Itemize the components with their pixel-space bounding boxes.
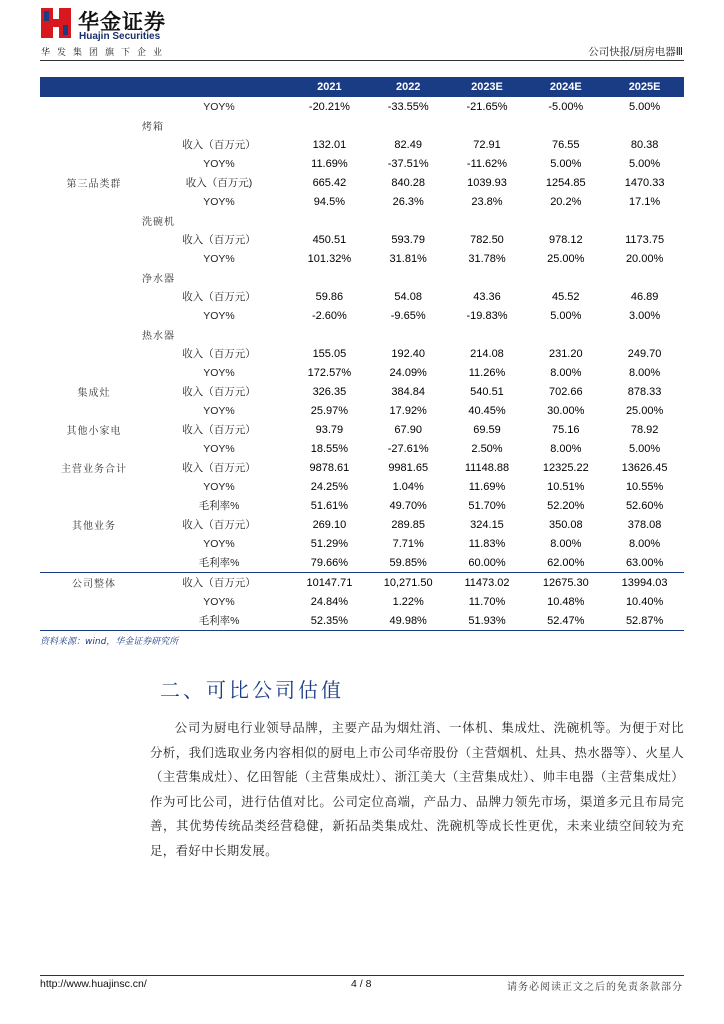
value-cell: 24.09%: [389, 366, 427, 379]
value-cell: 45.52: [552, 290, 580, 303]
table-row: [40, 287, 684, 306]
value-cell: 67.90: [394, 423, 422, 436]
value-cell: 10.55%: [625, 480, 664, 493]
data-source-note: 资料来源：wind，华金证券研究所: [40, 637, 179, 647]
value-cell: 593.79: [391, 233, 426, 246]
value-cell: 12675.30: [526, 573, 605, 593]
value-cell: -2.60%: [311, 309, 347, 322]
section-title: 二、可比公司估值: [160, 678, 344, 702]
value-cell: 75.16: [552, 423, 580, 436]
value-cell: 384.84: [391, 385, 426, 398]
table-row: [40, 420, 684, 439]
value-cell: -37.51%: [387, 157, 429, 170]
column-header: [148, 77, 290, 97]
table-row: [40, 173, 684, 192]
value-cell: 11.26%: [468, 366, 506, 379]
table-subheader-row: [40, 116, 684, 135]
column-header: 2023E: [448, 77, 527, 97]
product-line-label: 热水器: [142, 331, 175, 342]
value-cell: 26.3%: [392, 195, 424, 208]
category-cell: 公司整体: [40, 573, 148, 593]
category-cell: 其他小家电: [66, 426, 122, 437]
value-cell: 13994.03: [605, 573, 684, 593]
category-cell: [40, 154, 148, 173]
table-row: [40, 97, 684, 116]
value-cell: -21.65%: [466, 100, 508, 113]
metric-cell: 毛利率%: [198, 500, 240, 512]
value-cell: 326.35: [312, 385, 347, 398]
metric-cell: YOY%: [203, 100, 235, 113]
footer-divider: [40, 975, 684, 976]
table-row: [40, 611, 684, 631]
value-cell: 51.93%: [448, 611, 527, 631]
value-cell: 11.69%: [468, 480, 506, 493]
value-cell: 93.79: [315, 423, 344, 436]
value-cell: 94.5%: [313, 195, 345, 208]
table-row: [40, 515, 684, 534]
metric-cell: YOY%: [203, 157, 235, 170]
value-cell: 13626.45: [621, 461, 668, 474]
category-cell: [40, 496, 148, 515]
value-cell: 840.28: [391, 176, 426, 189]
value-cell: 702.66: [548, 385, 583, 398]
value-cell: 25.00%: [547, 252, 585, 265]
value-cell: 25.00%: [625, 404, 664, 417]
value-cell: 1173.75: [625, 233, 665, 246]
table-row: [40, 230, 684, 249]
value-cell: 25.97%: [310, 404, 349, 417]
category-cell: [40, 611, 148, 631]
value-cell: 59.86: [315, 290, 344, 303]
value-cell: 1.04%: [392, 480, 424, 493]
metric-cell: 收入（百万元）: [182, 139, 256, 151]
value-cell: 59.85%: [389, 556, 427, 569]
page-number: 4 / 8: [351, 978, 372, 990]
value-cell: 1.22%: [392, 595, 424, 608]
value-cell: 10147.71: [290, 573, 369, 593]
value-cell: 62.00%: [547, 556, 585, 569]
value-cell: 289.85: [391, 518, 426, 531]
table-row: [40, 192, 684, 211]
body-paragraph: 公司为厨电行业领导品牌，主要产品为烟灶消、一体机、集成灶、洗碗机等。为便于对比分析，我们选取业务内容相似的厨电上市公司华帝股份（主营烟机、灶具、热水器等）、火星人（主营集成灶）、亿田智能（主营集成灶）、浙江美大（主营集成灶）、帅丰电器（主营集成灶）作为可比公司，进行估值对比。公司定位高端，产品力、品牌力领先市场，渠道多元且布局完善，其优势传统品类经营稳健，新拓品类集成灶、洗碗机等成长性更优，未来业绩空间较为充足，看好中长期发展。: [150, 720, 684, 858]
value-cell: 10.48%: [547, 595, 585, 608]
value-cell: 132.01: [312, 138, 347, 151]
value-cell: 11.69%: [311, 157, 348, 170]
table-row: [40, 592, 684, 611]
category-cell: [40, 230, 148, 249]
footer-website-link[interactable]: http://www.huajinsc.cn/: [40, 978, 147, 990]
value-cell: 11.83%: [468, 537, 506, 550]
brand-name-en: Huajin Securities: [79, 31, 161, 42]
table-row: [40, 382, 684, 401]
value-cell: 82.49: [394, 138, 422, 151]
category-cell: [40, 553, 148, 573]
metric-cell: 收入（百万元）: [182, 462, 256, 474]
header-divider: [40, 60, 684, 61]
column-header: 2024E: [526, 77, 605, 97]
value-cell: 10,271.50: [369, 573, 448, 593]
value-cell: 540.51: [470, 385, 504, 398]
metric-cell: 收入（百万元): [185, 177, 253, 189]
value-cell: 324.15: [470, 518, 504, 531]
metric-cell: 收入（百万元）: [182, 424, 256, 436]
value-cell: 11148.88: [464, 461, 510, 474]
value-cell: 665.42: [312, 176, 347, 189]
forecast-table: [40, 77, 684, 631]
table-subheader-row: [40, 211, 684, 230]
value-cell: 269.10: [312, 518, 347, 531]
value-cell: 1039.93: [467, 176, 507, 189]
category-cell: [40, 439, 148, 458]
value-cell: 17.92%: [389, 404, 427, 417]
value-cell: 54.08: [394, 290, 422, 303]
table-row: [40, 496, 684, 515]
table-header-row: [40, 77, 684, 97]
value-cell: 49.98%: [369, 611, 448, 631]
category-cell: [40, 592, 148, 611]
value-cell: 31.81%: [389, 252, 427, 265]
value-cell: 350.08: [548, 518, 583, 531]
table-row: [40, 458, 684, 477]
value-cell: 30.00%: [547, 404, 585, 417]
value-cell: 5.00%: [550, 309, 582, 322]
value-cell: 60.00%: [468, 556, 506, 569]
table-subheader-row: [40, 268, 684, 287]
column-header: 2022: [369, 77, 448, 97]
value-cell: 69.59: [473, 423, 501, 436]
value-cell: 24.84%: [310, 595, 349, 608]
metric-cell: YOY%: [203, 442, 235, 455]
product-line-label: 烤箱: [142, 122, 164, 133]
value-cell: 18.55%: [310, 442, 349, 455]
value-cell: 8.00%: [628, 366, 661, 379]
table-row: [40, 249, 684, 268]
category-cell: [40, 534, 148, 553]
metric-cell: 毛利率%: [148, 611, 290, 631]
huajin-logo-icon: [41, 8, 71, 38]
value-cell: 2.50%: [471, 442, 503, 455]
metric-cell: YOY%: [203, 252, 235, 265]
value-cell: 40.45%: [468, 404, 506, 417]
value-cell: 172.57%: [307, 366, 352, 379]
value-cell: 52.35%: [290, 611, 369, 631]
brand-name-cn: 华金证券: [78, 10, 166, 34]
table-row: [40, 363, 684, 382]
category-cell: [40, 306, 148, 325]
category-cell: [40, 477, 148, 496]
category-cell: [40, 344, 148, 363]
value-cell: -20.21%: [308, 100, 350, 113]
value-cell: 17.1%: [628, 195, 661, 208]
value-cell: 231.20: [548, 347, 583, 360]
value-cell: 78.92: [630, 423, 659, 436]
product-line-label: 净水器: [142, 274, 175, 285]
table-row: [40, 344, 684, 363]
value-cell: 978.12: [548, 233, 583, 246]
value-cell: 378.08: [627, 518, 662, 531]
value-cell: 51.29%: [310, 537, 349, 550]
category-cell: [40, 135, 148, 154]
column-header: [40, 77, 148, 97]
table-row: [40, 135, 684, 154]
value-cell: 80.38: [630, 138, 659, 151]
value-cell: 23.8%: [471, 195, 503, 208]
category-cell: [40, 192, 148, 211]
value-cell: -11.62%: [466, 157, 508, 170]
value-cell: 8.00%: [550, 537, 582, 550]
value-cell: 249.70: [627, 347, 662, 360]
value-cell: -19.83%: [466, 309, 508, 322]
value-cell: 12325.22: [542, 461, 589, 474]
value-cell: 31.78%: [468, 252, 506, 265]
table-row: [40, 553, 684, 573]
value-cell: 1470.33: [624, 176, 665, 189]
value-cell: 49.70%: [389, 499, 427, 512]
value-cell: 5.00%: [550, 157, 582, 170]
value-cell: 101.32%: [307, 252, 352, 265]
category-cell: [40, 287, 148, 306]
table-row: [40, 401, 684, 420]
category-cell: 其他业务: [72, 521, 116, 532]
value-cell: 782.50: [470, 233, 504, 246]
metric-cell: 收入（百万元）: [182, 348, 256, 360]
table-row: [40, 439, 684, 458]
metric-cell: 收入（百万元）: [182, 291, 256, 303]
table-subheader-row: [40, 325, 684, 344]
value-cell: 8.00%: [550, 366, 582, 379]
table-row: [40, 573, 684, 593]
value-cell: 3.00%: [628, 309, 661, 322]
value-cell: 11473.02: [448, 573, 527, 593]
metric-cell: YOY%: [203, 537, 235, 550]
value-cell: 8.00%: [550, 442, 582, 455]
metric-cell: 收入（百万元）: [182, 234, 256, 246]
value-cell: 52.87%: [605, 611, 684, 631]
value-cell: 10.40%: [625, 595, 664, 608]
value-cell: 52.60%: [625, 499, 664, 512]
value-cell: 20.00%: [625, 252, 664, 265]
metric-cell: 收入（百万元）: [182, 519, 256, 531]
value-cell: 20.2%: [550, 195, 582, 208]
value-cell: 8.00%: [628, 537, 661, 550]
value-cell: 51.70%: [468, 499, 506, 512]
value-cell: -5.00%: [548, 100, 584, 113]
metric-cell: YOY%: [203, 366, 235, 379]
metric-cell: 收入（百万元）: [148, 573, 290, 593]
value-cell: 450.51: [312, 233, 347, 246]
brand-slogan: 华发集团旗下企业: [41, 48, 170, 58]
value-cell: 79.66%: [310, 556, 349, 569]
category-cell: 主营业务合计: [61, 464, 127, 475]
value-cell: 11.70%: [468, 595, 506, 608]
value-cell: 24.25%: [310, 480, 349, 493]
table-row: [40, 477, 684, 496]
document-type: 公司快报/厨房电器Ⅲ: [588, 46, 683, 58]
metric-cell: YOY%: [203, 195, 235, 208]
disclaimer-note: 请务必阅读正文之后的免责条款部分: [507, 982, 683, 993]
column-header: 2021: [290, 77, 369, 97]
value-cell: 10.51%: [547, 480, 585, 493]
metric-cell: YOY%: [203, 480, 235, 493]
value-cell: 51.61%: [310, 499, 349, 512]
value-cell: 52.20%: [547, 499, 585, 512]
value-cell: 52.47%: [526, 611, 605, 631]
value-cell: 72.91: [473, 138, 501, 151]
category-cell: [40, 249, 148, 268]
value-cell: 5.00%: [628, 100, 661, 113]
value-cell: -33.55%: [387, 100, 429, 113]
table-body: [40, 97, 684, 631]
table-row: [40, 154, 684, 173]
metric-cell: YOY%: [203, 404, 235, 417]
value-cell: 5.00%: [628, 157, 661, 170]
category-cell: [40, 363, 148, 382]
metric-cell: YOY%: [203, 309, 235, 322]
column-header: 2025E: [605, 77, 684, 97]
category-cell: 集成灶: [77, 388, 111, 399]
value-cell: 7.71%: [392, 537, 424, 550]
value-cell: 9981.65: [388, 461, 429, 474]
value-cell: 192.40: [391, 347, 426, 360]
value-cell: 63.00%: [625, 556, 664, 569]
value-cell: 5.00%: [628, 442, 661, 455]
table-row: [40, 534, 684, 553]
category-cell: [40, 97, 148, 116]
category-cell: 第三品类群: [66, 179, 122, 190]
metric-cell: 毛利率%: [198, 557, 240, 569]
value-cell: -27.61%: [387, 442, 429, 455]
value-cell: 1254.85: [545, 176, 586, 189]
value-cell: 878.33: [627, 385, 662, 398]
value-cell: 214.08: [470, 347, 504, 360]
value-cell: -9.65%: [390, 309, 426, 322]
value-cell: 46.89: [630, 290, 659, 303]
value-cell: 9878.61: [309, 461, 350, 474]
category-cell: [40, 401, 148, 420]
value-cell: 155.05: [312, 347, 347, 360]
table-row: [40, 306, 684, 325]
metric-cell: YOY%: [203, 595, 235, 608]
product-line-label: 洗碗机: [142, 217, 175, 228]
value-cell: 76.55: [552, 138, 580, 151]
metric-cell: 收入（百万元）: [182, 386, 256, 398]
value-cell: 43.36: [473, 290, 501, 303]
